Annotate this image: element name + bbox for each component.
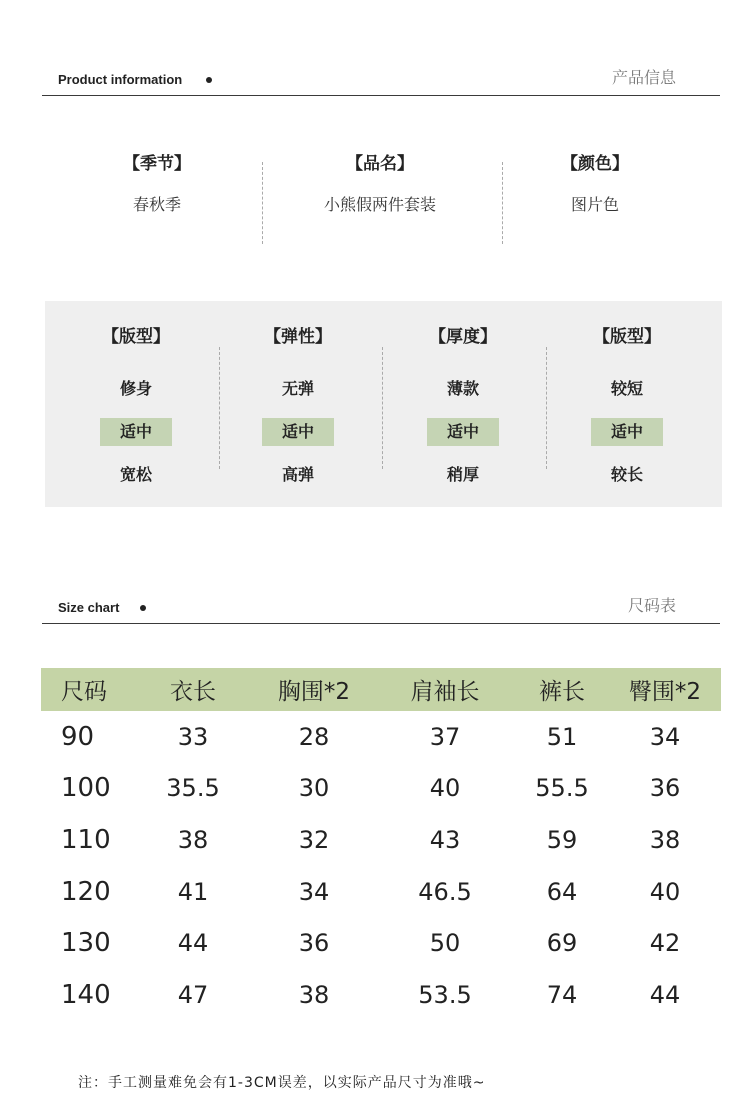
table-cell: 32 [298,825,330,854]
table-cell: 42 [649,929,681,958]
table-body [41,711,721,1021]
info-season [77,150,237,215]
divider [262,162,263,244]
attr-label: 【版型】 [102,327,170,347]
table-row [41,866,721,918]
table-cell: 43 [429,825,461,854]
attr-option: 较短 [610,379,643,398]
size-chart-header [42,590,720,624]
attr-option: 薄款 [446,379,479,398]
table-row [41,814,721,866]
table-cell: 140 [61,979,111,1010]
attr-fit [61,323,211,489]
table-cell: 34 [298,877,330,906]
section-title-cn: 产品信息 [611,68,676,87]
size-chart-table [41,668,721,1021]
table-cell: 47 [177,980,209,1009]
table-cell: 36 [298,929,330,958]
info-value: 春秋季 [132,195,181,214]
table-cell: 38 [298,980,330,1009]
attr-option-selected: 适中 [100,418,172,446]
product-info-header [42,60,720,96]
attr-option: 无弹 [281,379,314,398]
table-cell: 44 [649,980,681,1009]
divider [546,347,547,469]
attr-elasticity [223,323,373,489]
table-cell: 30 [298,774,330,803]
attr-length [552,323,702,489]
info-label: 【品名】 [346,154,414,174]
measurement-note: 注：手工测量难免会有1-3CM误差，以实际产品尺寸为准哦~ [78,1075,486,1091]
attribute-panel [45,301,722,507]
table-row [41,763,721,815]
attr-option-selected: 适中 [262,418,334,446]
attr-option: 高弹 [281,465,314,484]
table-cell: 130 [61,928,111,959]
table-cell: 53.5 [418,980,472,1009]
bullet-dot-icon [206,77,212,83]
table-cell: 44 [177,929,209,958]
table-cell: 38 [177,825,209,854]
table-cell: 51 [546,722,578,751]
table-cell: 100 [61,773,111,804]
table-cell: 74 [546,980,578,1009]
bullet-dot-icon [140,605,146,611]
table-header-cell: 尺码 [61,679,107,705]
table-header-cell: 裤长 [539,679,585,705]
table-cell: 46.5 [418,877,472,906]
table-cell: 37 [429,722,461,751]
table-cell: 59 [546,825,578,854]
table-header-cell: 胸围*2 [277,679,351,705]
basic-info-row [0,150,750,240]
table-cell: 90 [61,721,95,752]
divider [219,347,220,469]
divider [382,347,383,469]
table-cell: 33 [177,722,209,751]
attr-option: 稍厚 [446,465,479,484]
attr-label: 【弹性】 [264,327,332,347]
attr-option: 宽松 [119,465,152,484]
table-cell: 64 [546,877,578,906]
table-cell: 69 [546,929,578,958]
attr-label: 【厚度】 [429,327,497,347]
table-header-cell: 臀围*2 [628,679,702,705]
attr-option: 较长 [610,465,643,484]
table-cell: 55.5 [535,774,589,803]
table-header-cell: 肩袖长 [410,679,480,705]
attr-option: 修身 [119,379,152,398]
table-cell: 38 [649,825,681,854]
table-cell: 34 [649,722,681,751]
attr-thickness [388,323,538,489]
table-cell: 120 [61,876,111,907]
table-cell: 50 [429,929,461,958]
divider [502,162,503,244]
info-value: 小熊假两件套装 [323,195,436,214]
table-header-cell: 衣长 [170,679,216,705]
table-header-row [41,668,721,711]
table-cell: 110 [61,824,111,855]
table-cell: 41 [177,877,209,906]
info-label: 【季节】 [123,154,191,174]
info-value: 图片色 [570,195,619,214]
section-title-en: Product information [58,72,183,87]
table-cell: 40 [649,877,681,906]
table-row [41,969,721,1021]
attr-label: 【版型】 [593,327,661,347]
info-color [515,150,675,215]
table-cell: 36 [649,774,681,803]
attr-option-selected: 适中 [427,418,499,446]
table-row [41,711,721,763]
section-title-cn: 尺码表 [627,596,676,615]
attr-option-selected: 适中 [591,418,663,446]
table-cell: 35.5 [166,774,220,803]
table-row [41,917,721,969]
table-cell: 28 [298,722,330,751]
section-title-en: Size chart [58,600,120,615]
info-product-name [300,150,460,215]
info-label: 【颜色】 [561,154,629,174]
table-cell: 40 [429,774,461,803]
